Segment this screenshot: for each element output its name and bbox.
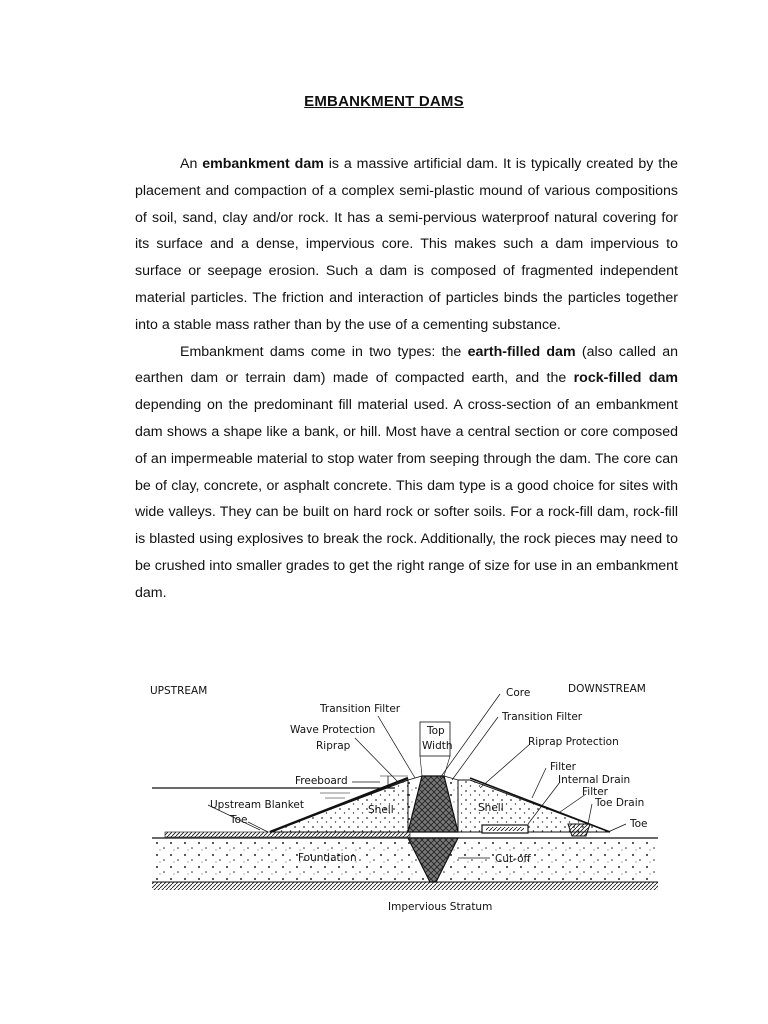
- toe-drain: [568, 824, 590, 836]
- riprap-protection-label: Riprap Protection: [528, 736, 619, 748]
- paragraph-1: [135, 151, 678, 339]
- upstream-blanket-label: Upstream Blanket: [210, 799, 304, 811]
- riprap-label: Riprap: [316, 740, 351, 752]
- impervious-stratum-layer: [152, 882, 658, 890]
- foundation-area: [152, 838, 658, 882]
- toe-drain-label: Toe Drain: [595, 797, 645, 809]
- toe-right-label: Toe: [630, 818, 648, 830]
- p1-text-rest: is a massive artificial dam. It is typically created by the placement and compaction of a complex semi-plastic mound of various compositions of soil, sand, clay and/or rock. It has a semi-pervious waterproof natural covering for its surface and a dense, impervious core. This makes such a dam impervious to surface or seepage erosion. Such a dam is composed of fragmented independent material particles. The friction and interaction of particles binds the particles together into a stable mass rather than by the use of a cementing substance.: [135, 156, 678, 333]
- transition-filter-left-label: Transition Filter: [320, 703, 401, 715]
- downstream-label: DOWNSTREAM: [568, 683, 646, 695]
- foundation-label: Foundation: [298, 852, 357, 864]
- p1-text-start: An: [180, 156, 203, 172]
- page-title: EMBANKMENT DAMS: [304, 93, 464, 110]
- filter-lower-label: Filter: [582, 786, 609, 798]
- internal-drain-label: Internal Drain: [558, 774, 631, 786]
- p2-text-mid: (also called an earthen dam or terrain dam) made of compacted earth, and the: [135, 343, 679, 387]
- p2-bold-term-2: rock-filled dam: [573, 370, 678, 387]
- top-label: Top: [427, 725, 445, 737]
- toe-left-label: Toe: [230, 814, 248, 826]
- shell-left-label: Shell: [368, 804, 394, 816]
- dam-diagram: [140, 672, 668, 922]
- p2-bold-term-1: earth-filled dam: [467, 343, 576, 360]
- freeboard-label: Freeboard: [295, 775, 348, 787]
- p2-text-start: Embankment dams come in two types: the: [180, 343, 468, 360]
- filter-upper-label: Filter: [550, 761, 577, 773]
- wave-protection-label: Wave Protection: [290, 724, 376, 736]
- p2-text-rest: depending on the predominant fill material used. A cross-section of an embankment dam shows a shape like a bank, or hill. Most have a central section or core composed of an impermeable material to stop water from seeping through the dam. The core can be of clay, concrete, or asphalt concrete. This dam type is a good choice for sites with wide valleys. They can be built on hard rock or softer soils. For a rock-fill dam, rock-fill is blasted using explosives to break the rock. Additionally, the rock pieces may need to be crushed into smaller grades to get the right range of size for use in an embankment dam.: [135, 397, 678, 601]
- cutoff-label: Cut-off: [495, 853, 531, 865]
- width-label: Width: [422, 740, 453, 752]
- upstream-label: UPSTREAM: [150, 685, 208, 697]
- paragraph-2: [135, 339, 678, 607]
- impervious-stratum-label: Impervious Stratum: [388, 901, 493, 913]
- body-text: [135, 151, 678, 607]
- transition-filter-right-label: Transition Filter: [502, 711, 583, 723]
- core-label: Core: [506, 687, 531, 699]
- shell-right-label: Shell: [478, 802, 504, 814]
- upstream-blanket-layer: [165, 832, 410, 837]
- p1-bold-term: embankment dam: [202, 156, 324, 172]
- dam-cross-section-figure: [140, 672, 668, 922]
